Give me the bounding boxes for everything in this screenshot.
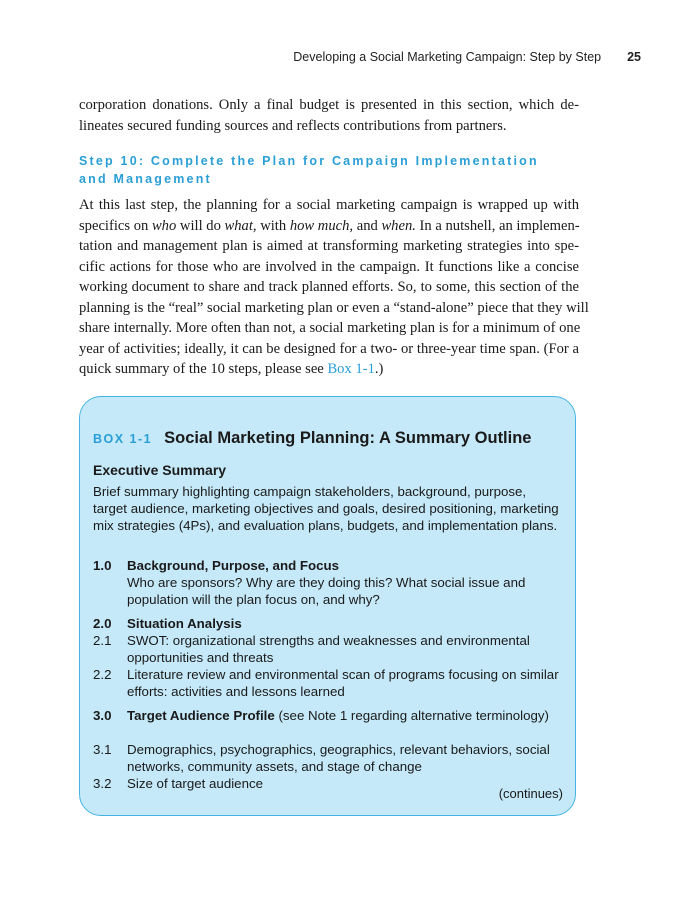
box-1-1-link[interactable]: Box 1-1 bbox=[327, 361, 375, 377]
body-line: share internally. More often than not, a social marketing plan is for a minimum of one bbox=[79, 320, 581, 336]
outline-body: Demographics, psychographics, geographics, relevant behaviors, social networks, community assets, and stage of change bbox=[127, 742, 550, 774]
outline-number: 3.0 bbox=[93, 708, 112, 723]
step-10-heading-line2: and Management bbox=[79, 172, 212, 186]
page-number: 25 bbox=[627, 50, 641, 64]
body-line: specifics on who will do what, with how much, and when. In a nutshell, an implemen- bbox=[79, 217, 580, 234]
outline-number: 3.1 bbox=[93, 742, 112, 757]
outline-body: Size of target audience bbox=[127, 776, 264, 791]
outline-number: 1.0 bbox=[93, 558, 112, 573]
outline-item bbox=[93, 775, 563, 792]
continues-label: (continues) bbox=[498, 786, 563, 801]
outline-title: Target Audience Profile bbox=[127, 708, 275, 723]
outline-number: 2.1 bbox=[93, 633, 112, 648]
outline-item bbox=[93, 615, 563, 632]
body-line: tation and management plan is aimed at transforming marketing strategies into spe- bbox=[79, 238, 579, 254]
intro-line: lineates secured funding sources and reflects contributions from partners. bbox=[79, 117, 507, 134]
outline-number: 2.2 bbox=[93, 667, 112, 682]
running-head-title: Developing a Social Marketing Campaign: Step by Step bbox=[293, 50, 602, 64]
outline-item bbox=[93, 632, 563, 666]
outline-item bbox=[93, 666, 563, 700]
step-10-heading bbox=[79, 152, 599, 188]
outline-title: Background, Purpose, and Focus bbox=[127, 558, 340, 573]
outline-body: Who are sponsors? Why are they doing this? What social issue and population will the plan focus on, and why? bbox=[127, 575, 526, 607]
summary-outline-box bbox=[79, 396, 576, 816]
intro-line: corporation donations. Only a final budget is presented in this section, which de- bbox=[79, 97, 579, 113]
executive-summary-body: Brief summary highlighting campaign stakeholders, background, purpose, target audience, marketing objectives and goals, desired positioning, marketing mix strategies (4Ps), and evaluation plans, budgets, and implementation plans. bbox=[93, 484, 559, 533]
step-10-paragraph bbox=[79, 195, 589, 380]
body-line: year of activities; ideally, it can be designed for a two- or three-year time span. (For a bbox=[79, 340, 579, 357]
outline-title: Situation Analysis bbox=[127, 616, 242, 631]
body-line: cific actions for those who are involved in the campaign. It functions like a concise bbox=[79, 258, 579, 275]
outline-item bbox=[93, 557, 563, 608]
executive-summary-heading: Executive Summary bbox=[93, 462, 227, 478]
body-line: quick summary of the 10 steps, please see Box 1-1.) bbox=[79, 361, 384, 377]
step-10-heading-line1: Step 10: Complete the Plan for Campaign Implementation bbox=[79, 154, 539, 168]
outline-body: SWOT: organizational strengths and weaknesses and environmental opportunities and threats bbox=[127, 633, 530, 665]
body-line: planning is the “real” social marketing plan or even a “stand-alone” piece that they will bbox=[79, 299, 589, 316]
outline-number: 3.2 bbox=[93, 776, 112, 791]
box-heading: Social Marketing Planning: A Summary Outline bbox=[164, 429, 532, 447]
box-title bbox=[93, 429, 531, 448]
intro-paragraph bbox=[79, 95, 579, 136]
running-head bbox=[0, 50, 641, 64]
outline-number: 2.0 bbox=[93, 616, 112, 631]
body-line: At this last step, the planning for a social marketing campaign is wrapped up with bbox=[79, 197, 579, 213]
outline-item bbox=[93, 707, 563, 724]
outline-body: Literature review and environmental scan of programs focusing on similar efforts: activities and lessons learned bbox=[127, 667, 559, 699]
outline-item bbox=[93, 741, 563, 775]
box-label: BOX 1-1 bbox=[93, 432, 153, 446]
body-line: working document to share and track planned efforts. So, to some, this section of the bbox=[79, 279, 579, 295]
outline-note: (see Note 1 regarding alternative terminology) bbox=[274, 708, 549, 723]
